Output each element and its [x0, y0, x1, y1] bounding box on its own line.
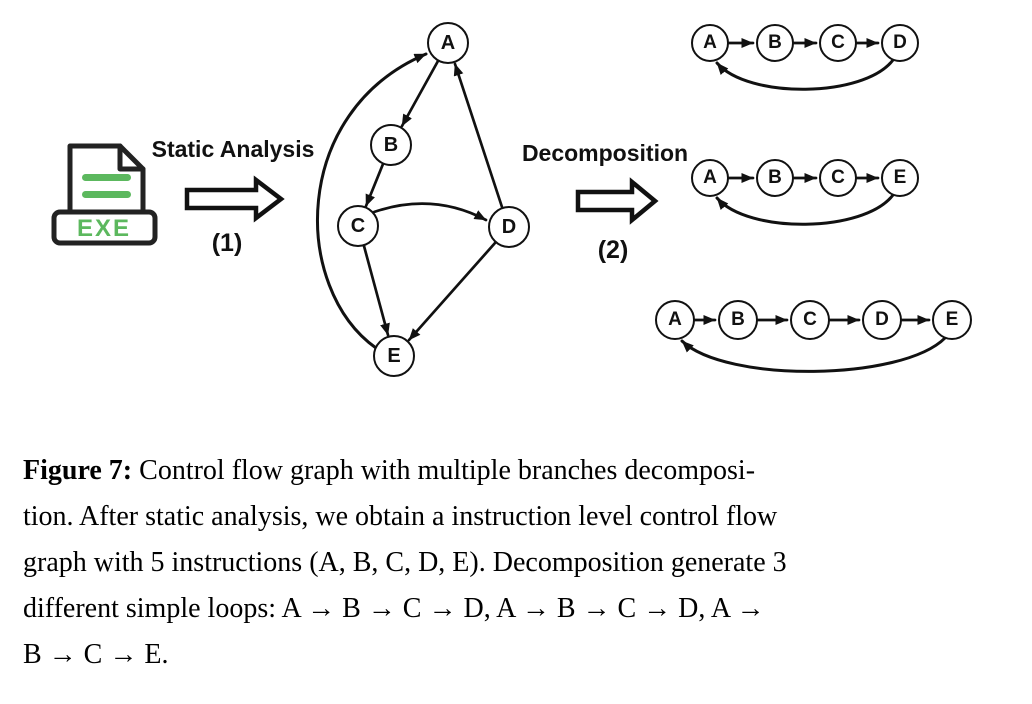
- exe-label: EXE: [76, 215, 132, 242]
- cfg-node-A: A: [427, 22, 469, 64]
- decomposition-label: Decomposition: [521, 140, 689, 166]
- loop3-node-A: A: [655, 300, 695, 340]
- caption-line-1-text: Control flow graph with multiple branches decomposi-: [132, 455, 756, 486]
- caption-line-4: different simple loops: A → B → C → D, A → B → C → D, A →: [23, 593, 765, 624]
- static-analysis-label: Static Analysis: [151, 136, 315, 162]
- loop3-node-D: D: [862, 300, 902, 340]
- loop3-node-C: C: [790, 300, 830, 340]
- document-line-1: [82, 174, 131, 181]
- loop1-node-B: B: [756, 24, 794, 62]
- step1-number: (1): [211, 229, 243, 257]
- loop1-node-C: C: [819, 24, 857, 62]
- static-analysis-arrow: [187, 180, 281, 218]
- edge-D-A: [455, 64, 502, 207]
- loop2-node-A: A: [691, 159, 729, 197]
- loop3-back-edge-E-A: [682, 338, 945, 371]
- step2-number: (2): [597, 236, 629, 264]
- decomposition-arrow: [578, 182, 655, 220]
- document-line-2: [82, 191, 131, 198]
- cfg-node-D: D: [488, 206, 530, 248]
- loop1-node-A: A: [691, 24, 729, 62]
- caption-line-5: B → C → E.: [23, 639, 169, 670]
- loop2-node-C: C: [819, 159, 857, 197]
- caption-line-2: tion. After static analysis, we obtain a instruction level control flow: [23, 501, 778, 532]
- edge-C-E: [364, 246, 388, 335]
- loop1-back-edge-D-A: [717, 60, 893, 89]
- caption-line-3: graph with 5 instructions (A, B, C, D, E). Decomposition generate 3: [23, 547, 787, 578]
- loop2-node-E: E: [881, 159, 919, 197]
- cfg-node-B: B: [370, 124, 412, 166]
- loop3-node-B: B: [718, 300, 758, 340]
- edge-C-D: [374, 204, 486, 220]
- edge-E-A: [318, 54, 426, 348]
- edge-D-E: [409, 243, 495, 340]
- caption-line-1: [23, 448, 1011, 494]
- caption-figure-label: Figure 7:: [23, 455, 133, 486]
- cfg-node-C: C: [337, 205, 379, 247]
- figure-caption: [23, 448, 1011, 678]
- loop3-node-E: E: [932, 300, 972, 340]
- edge-A-B: [402, 61, 438, 126]
- edge-B-C: [366, 164, 383, 206]
- loop2-back-edge-E-A: [717, 195, 893, 224]
- loop2-edges: [717, 178, 893, 224]
- loop1-node-D: D: [881, 24, 919, 62]
- loop2-node-B: B: [756, 159, 794, 197]
- cfg-node-E: E: [373, 335, 415, 377]
- exe-file-icon: [54, 146, 155, 243]
- loop1-edges: [717, 43, 893, 89]
- cfg-edges: [318, 54, 502, 348]
